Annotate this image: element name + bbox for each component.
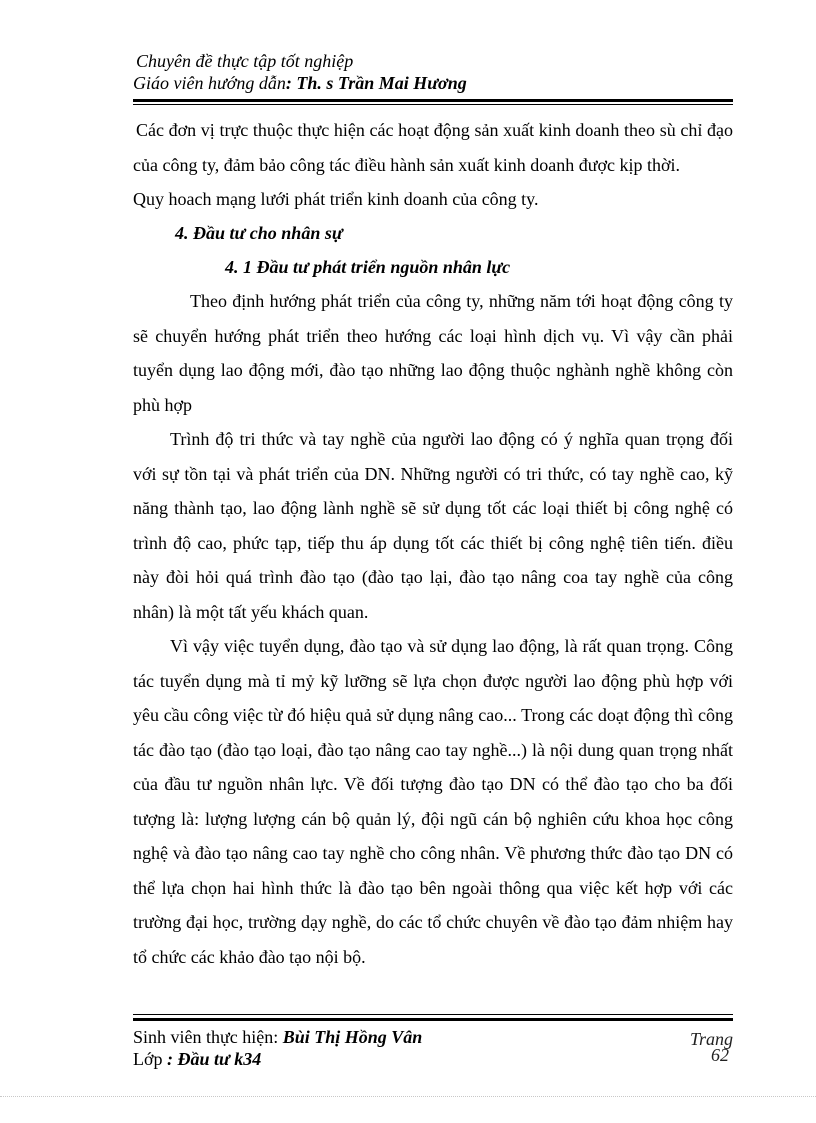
- footer-rule-thick: [133, 1018, 733, 1021]
- page-bottom-border: [0, 1096, 816, 1097]
- page-body: [133, 113, 733, 974]
- class-label: Lớp: [133, 1049, 163, 1069]
- header-rule-thick: [133, 99, 733, 102]
- header-rule-thin: [133, 104, 733, 105]
- footer-rule-thin: [133, 1014, 733, 1015]
- student-name: Bùi Thị Hồng Vân: [282, 1027, 423, 1047]
- class-value: : Đầu tư k34: [167, 1049, 262, 1069]
- header-supervisor: [133, 72, 733, 94]
- paragraph-orientation: Theo định hướng phát triển của công ty, những năm tới hoạt động công ty sẽ chuyển hướng phát triển theo hướng các loại hình dịch vụ. Vì vậy cần phải tuyển dụng lao động mới, đào tạo những lao động thuộc nghành nghề không còn phù hợp: [133, 291, 733, 415]
- section-heading: 4. Đầu tư cho nhân sự: [175, 223, 343, 243]
- student-label: Sinh viên thực hiện:: [133, 1027, 279, 1047]
- page-number: 62: [711, 1045, 729, 1065]
- header-document-type: Chuyên đề thực tập tốt nghiệp: [136, 51, 354, 71]
- paragraph-skills: Trình độ tri thức và tay nghề của người lao động có ý nghĩa quan trọng đối với sự tồn tại và phát triển của DN. Những người có tri thức, có tay nghề cao, kỹ năng thành tạo, lao động lành nghề sẽ sử dụng tốt các loại thiết bị công nghệ có trình độ cao, phức tạp, tiếp thu áp dụng tốt các thiết bị công nghệ tiên tiến. điều này đòi hỏi quá trình đào tạo (đào tạo lại, đào tạo nâng coa tay nghề của công nhân) là một tất yếu khách quan.: [133, 429, 733, 622]
- page-footer: [133, 1026, 733, 1070]
- footer-student: [133, 1026, 733, 1048]
- paragraph-recruitment: Vì vậy việc tuyển dụng, đào tạo và sử dụng lao động, là rất quan trọng. Công tác tuyển dụng mà tỉ mỷ kỹ lưỡng sẽ lựa chọn được người lao động phù hợp với yêu cầu công việc từ đó hiệu quả sử dụng nâng cao... Trong các doạt động thì công tác đào tạo (đào tạo loại, đào tạo nâng cao tay nghề...) là nội dung quan trọng nhất của đầu tư nguồn nhân lực. Về đối tượng đào tạo DN có thể đào tạo cho ba đối tượng là: lượng lượng cán bộ quản lý, đội ngũ cán bộ nghiên cứu khoa học công nghệ và đào tạo nâng cao tay nghề cho công nhân. Về phương thức đào tạo DN có thể lựa chọn hai hình thức là đào tạo bên ngoài thông qua việc kết hợp với các trường đại học, trường dạy nghề, do các tổ chức chuyên về đào tạo đảm nhiệm hay tổ chức các khảo đào tạo nội bộ.: [133, 636, 733, 967]
- paragraph-units: Các đơn vị trực thuộc thực hiện các hoạt động sản xuất kinh doanh theo sù chỉ đạo của công ty, đảm bảo công tác điều hành sản xuất kinh doanh được kịp thời.: [133, 120, 733, 175]
- page-label: Trang: [689, 1029, 733, 1049]
- subsection-heading: 4. 1 Đầu tư phát triển nguồn nhân lực: [225, 257, 511, 277]
- supervisor-label: Giáo viên hướng dẫn: [133, 73, 286, 93]
- page-header: [133, 50, 733, 94]
- footer-class: [133, 1045, 733, 1070]
- paragraph-planning: Quy hoach mạng lưới phát triển kinh doanh của công ty.: [133, 189, 539, 209]
- supervisor-name: : Th. s Trần Mai Hương: [285, 73, 467, 93]
